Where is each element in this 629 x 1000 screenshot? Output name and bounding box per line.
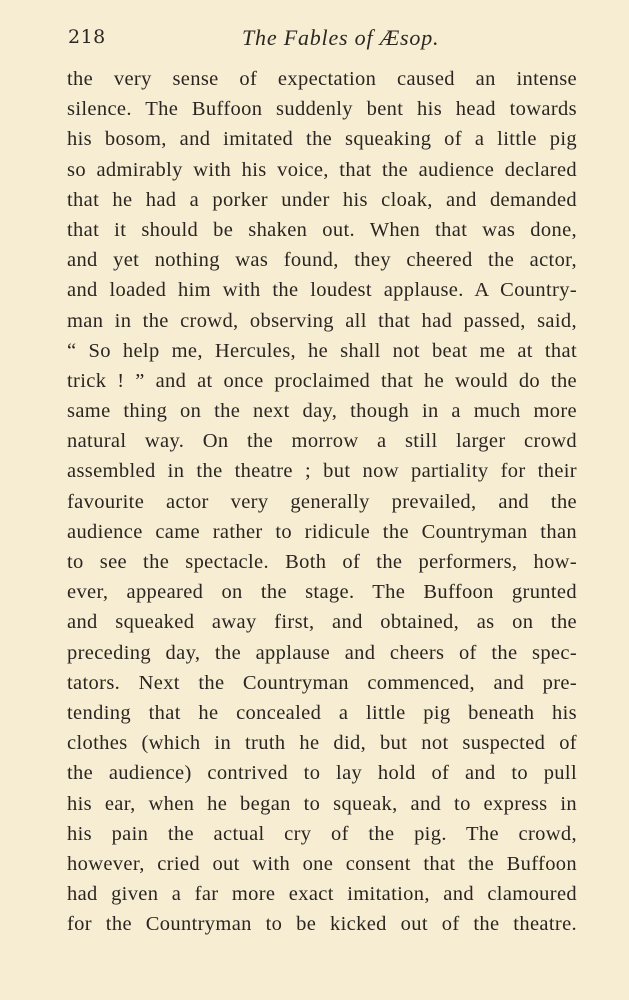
text-line: preceding day, the applause and cheers of the spec- (67, 641, 577, 664)
text-line: had given a far more exact imitation, and clamoured (67, 883, 577, 906)
text-line: and squeaked away first, and obtained, as on the (67, 611, 577, 634)
text-line: his pain the actual cry of the pig. The crowd, (67, 822, 577, 845)
text-line: and loaded him with the loudest applause. A Country- (67, 279, 577, 302)
page-number: 218 (68, 26, 106, 48)
text-line: assembled in the theatre ; but now partiality for their (67, 460, 577, 483)
text-line: clothes (which in truth he did, but not suspected of (67, 732, 577, 755)
text-line: that it should be shaken out. When that was done, (67, 218, 577, 241)
text-line: the very sense of expectation caused an intense (67, 68, 577, 90)
page-header (68, 26, 575, 58)
text-line: to see the spectacle. Both of the performers, how- (67, 551, 577, 573)
text-line: however, cried out with one consent that the Buffoon (67, 852, 577, 875)
text-line: “ So help me, Hercules, he shall not beat me at that (67, 339, 577, 362)
text-line: favourite actor very generally prevailed, and the (67, 490, 577, 513)
text-line: audience came rather to ridicule the Countryman than (67, 520, 577, 543)
text-line: ever, appeared on the stage. The Buffoon grunted (67, 581, 577, 604)
text-line: for the Countryman to be kicked out of the theatre. (67, 913, 577, 936)
text-line: tators. Next the Countryman commenced, and pre- (67, 671, 577, 694)
text-line: same thing on the next day, though in a much more (67, 400, 577, 423)
text-line: so admirably with his voice, that the audience declared (67, 158, 577, 181)
text-line: trick ! ” and at once proclaimed that he would do the (67, 369, 577, 392)
text-line: his bosom, and imitated the squeaking of a little pig (67, 128, 577, 151)
text-line: his ear, when he began to squeak, and to express in (67, 792, 577, 815)
body-text (67, 64, 577, 939)
text-line: man in the crowd, observing all that had passed, said, (67, 309, 577, 332)
text-line: tending that he concealed a little pig beneath his (67, 701, 577, 724)
text-line: that he had a porker under his cloak, and demanded (67, 188, 577, 211)
text-line: natural way. On the morrow a still larger crowd (67, 430, 577, 453)
text-line: silence. The Buffoon suddenly bent his head towards (67, 98, 577, 121)
running-title: The Fables of Æsop. (242, 25, 440, 50)
text-line: and yet nothing was found, they cheered the actor, (67, 249, 577, 272)
text-line: the audience) contrived to lay hold of and to pull (67, 762, 577, 785)
